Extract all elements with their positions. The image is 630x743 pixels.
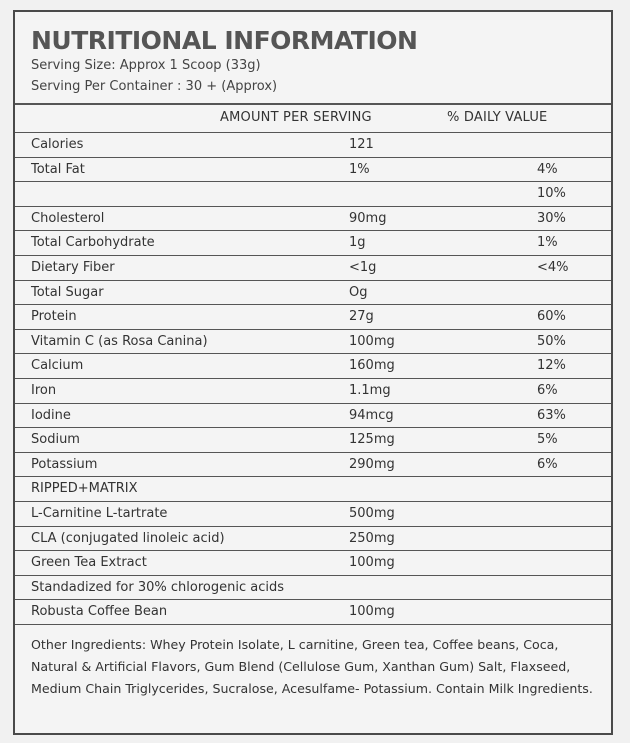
daily-value-header: % DAILY VALUE bbox=[447, 110, 548, 125]
row-divider bbox=[15, 132, 611, 133]
header-divider bbox=[15, 103, 611, 105]
nutrient-daily-value: 6% bbox=[537, 383, 558, 398]
nutrient-amount: 500mg bbox=[349, 506, 395, 521]
nutrient-amount: 121 bbox=[349, 137, 374, 152]
row-divider bbox=[15, 452, 611, 453]
nutrient-name: Potassium bbox=[31, 456, 98, 472]
row-divider bbox=[15, 550, 611, 551]
nutrient-name: Total Sugar bbox=[31, 284, 104, 300]
nutrient-amount: 90mg bbox=[349, 210, 387, 226]
servings-per-container: Serving Per Container : 30 + (Approx) bbox=[31, 79, 278, 94]
nutrient-daily-value: 60% bbox=[537, 309, 566, 325]
nutrient-name: Sodium bbox=[31, 432, 80, 448]
nutrient-amount: 250mg bbox=[349, 530, 395, 546]
nutrient-name: Vitamin C (as Rosa Canina) bbox=[31, 333, 208, 349]
nutrient-amount: 160mg bbox=[349, 358, 395, 374]
nutrient-daily-value: 10% bbox=[537, 186, 566, 202]
nutrient-amount: 1g bbox=[349, 235, 366, 251]
nutrient-name: L-Carnitine L-tartrate bbox=[31, 506, 168, 521]
nutrient-name: Dietary Fiber bbox=[31, 260, 115, 275]
row-divider bbox=[15, 599, 611, 600]
other-ingredients: Other Ingredients: Whey Protein Isolate, L carnitine, Green tea, Coffee beans, Coca, Natural & Artificial Flavors, Gum Blend (Cellulose Gum, Xanthan Gum) Salt, Flaxseed, Medium Chain Triglycerides, Sucralose, Acesulfame- Potassium. Contain Milk Ingredients. bbox=[31, 637, 593, 696]
nutrient-amount: 1% bbox=[349, 161, 370, 177]
amount-header: AMOUNT PER SERVING bbox=[220, 110, 372, 125]
row-divider bbox=[15, 206, 611, 207]
nutrient-daily-value: 30% bbox=[537, 210, 566, 226]
row-divider bbox=[15, 157, 611, 158]
nutrient-amount: 94mcg bbox=[349, 407, 394, 423]
nutrient-daily-value: 1% bbox=[537, 235, 558, 251]
nutrient-amount: 1.1mg bbox=[349, 383, 391, 398]
row-divider bbox=[15, 304, 611, 305]
nutrient-daily-value: 4% bbox=[537, 161, 558, 177]
nutrition-facts-panel bbox=[13, 10, 613, 735]
nutrient-name: Calories bbox=[31, 137, 84, 152]
nutrient-daily-value: <4% bbox=[537, 260, 569, 275]
nutrient-amount: 290mg bbox=[349, 456, 395, 472]
nutrient-amount: 100mg bbox=[349, 555, 395, 571]
nutrient-daily-value: 50% bbox=[537, 333, 566, 349]
nutrient-name: CLA (conjugated linoleic acid) bbox=[31, 530, 225, 546]
row-divider bbox=[15, 575, 611, 576]
nutrient-name: RIPPED+MATRIX bbox=[31, 481, 138, 497]
ingredients-divider bbox=[15, 624, 611, 625]
row-divider bbox=[15, 403, 611, 404]
row-divider bbox=[15, 353, 611, 354]
row-divider bbox=[15, 501, 611, 502]
nutrient-amount: 27g bbox=[349, 309, 374, 325]
nutrient-name: Iodine bbox=[31, 407, 71, 423]
nutrient-daily-value: 63% bbox=[537, 407, 566, 423]
row-divider bbox=[15, 427, 611, 428]
nutrient-name: Robusta Coffee Bean bbox=[31, 604, 168, 620]
row-divider bbox=[15, 378, 611, 379]
row-divider bbox=[15, 255, 611, 256]
row-divider bbox=[15, 181, 611, 182]
nutrient-daily-value: 5% bbox=[537, 432, 558, 448]
nutrient-name: Protein bbox=[31, 309, 77, 325]
nutrient-amount: 100mg bbox=[349, 333, 395, 349]
nutrient-amount: Og bbox=[349, 284, 368, 300]
panel-title: NUTRITIONAL INFORMATION bbox=[31, 26, 418, 55]
nutrient-name: Iron bbox=[31, 383, 57, 398]
nutrient-name: Green Tea Extract bbox=[31, 555, 147, 571]
nutrient-amount: <1g bbox=[349, 260, 377, 275]
nutrient-daily-value: 12% bbox=[537, 358, 566, 374]
serving-size: Serving Size: Approx 1 Scoop (33g) bbox=[31, 58, 261, 73]
nutrient-amount: 125mg bbox=[349, 432, 395, 448]
nutrient-name: Cholesterol bbox=[31, 210, 105, 226]
nutrient-amount: 100mg bbox=[349, 604, 395, 620]
nutrient-name: Standadized for 30% chlorogenic acids bbox=[31, 579, 284, 595]
row-divider bbox=[15, 280, 611, 281]
row-divider bbox=[15, 230, 611, 231]
nutrient-name: Total Fat bbox=[31, 161, 85, 177]
row-divider bbox=[15, 329, 611, 330]
row-divider bbox=[15, 476, 611, 477]
nutrient-name: Calcium bbox=[31, 358, 84, 374]
row-divider bbox=[15, 526, 611, 527]
nutrient-daily-value: 6% bbox=[537, 456, 558, 472]
nutrient-name: Total Carbohydrate bbox=[31, 235, 155, 251]
